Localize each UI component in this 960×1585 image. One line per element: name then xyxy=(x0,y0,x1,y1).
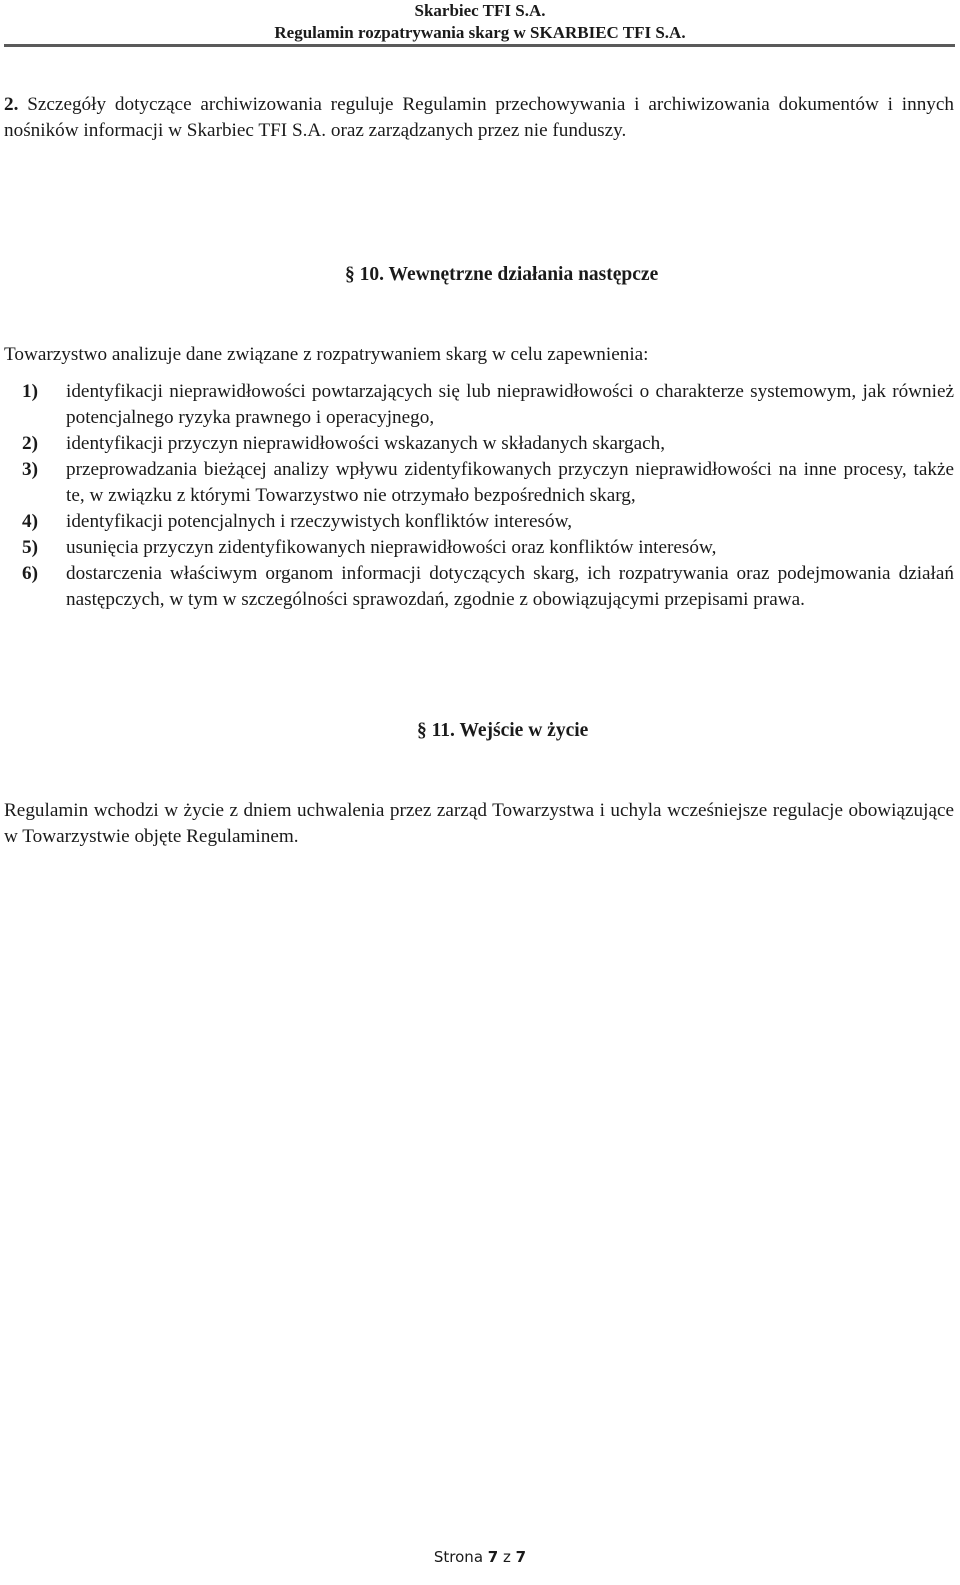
section9-item-text: Szczegóły dotyczące archiwizowania reguluje Regulamin przechowywania i archiwizowania dokumentów i innych nośników informacji w Skarbiec TFI S.A. oraz zarządzanych przez nie funduszy. xyxy=(4,94,954,141)
list-item-text: usunięcia przyczyn zidentyfikowanych nieprawidłowości oraz konfliktów interesów, xyxy=(66,537,717,558)
list-item xyxy=(4,457,954,509)
list-item xyxy=(4,509,954,535)
list-item-number: 2) xyxy=(22,433,38,454)
header-company: Skarbiec TFI S.A. xyxy=(414,1,546,20)
section10-intro xyxy=(4,342,954,368)
list-item-number: 1) xyxy=(22,381,38,402)
list-item-number: 6) xyxy=(22,563,38,584)
section10-heading: § 10. Wewnętrzne działania następcze xyxy=(345,264,659,285)
list-item-text: identyfikacji nieprawidłowości powtarzających się lub nieprawidłowości o charakterze systemowym, jak również potencjalnego ryzyka prawnego i operacyjnego, xyxy=(66,381,954,428)
page-footer xyxy=(0,1548,960,1566)
page-header xyxy=(0,0,960,44)
list-item-text: dostarczenia właściwym organom informacji dotyczących skarg, ich rozpatrywania oraz podejmowania działań następczych, w tym w szczególności sprawozdań, zgodnie z obowiązującymi przepisami prawa. xyxy=(66,563,954,610)
section10-list xyxy=(4,379,954,613)
section9-paragraph xyxy=(4,92,954,144)
list-item-number: 5) xyxy=(22,537,38,558)
list-item-text: identyfikacji przyczyn nieprawidłowości wskazanych w składanych skargach, xyxy=(66,433,666,454)
footer-of: z xyxy=(503,1548,511,1566)
footer-total-pages: 7 xyxy=(515,1548,527,1566)
section9-item-number: 2. xyxy=(4,94,19,115)
section11-heading: § 11. Wejście w życie xyxy=(417,720,589,741)
section11-paragraph xyxy=(4,798,954,850)
footer-current-page: 7 xyxy=(487,1548,499,1566)
section11-text: Regulamin wchodzi w życie z dniem uchwalenia przez zarząd Towarzystwa i uchyla wcześniejsze regulacje obowiązujące w Towarzystwie objęte Regulaminem. xyxy=(4,800,954,847)
list-item xyxy=(4,431,954,457)
list-item xyxy=(4,535,954,561)
list-item-text: identyfikacji potencjalnych i rzeczywistych konfliktów interesów, xyxy=(66,511,572,532)
header-document-title: Regulamin rozpatrywania skarg w SKARBIEC TFI S.A. xyxy=(274,23,686,42)
list-item-text: przeprowadzania bieżącej analizy wpływu zidentyfikowanych przyczyn nieprawidłowości na inne procesy, także te, w związku z którymi Towarzystwo nie otrzymało bezpośrednich skarg, xyxy=(66,459,954,506)
list-item-number: 4) xyxy=(22,511,38,532)
footer-label: Strona xyxy=(433,1548,484,1566)
list-item-number: 3) xyxy=(22,459,38,480)
header-divider xyxy=(4,44,955,47)
section10-intro-text: Towarzystwo analizuje dane związane z rozpatrywaniem skarg w celu zapewnienia: xyxy=(4,344,649,365)
list-item xyxy=(4,561,954,613)
list-item xyxy=(4,379,954,431)
